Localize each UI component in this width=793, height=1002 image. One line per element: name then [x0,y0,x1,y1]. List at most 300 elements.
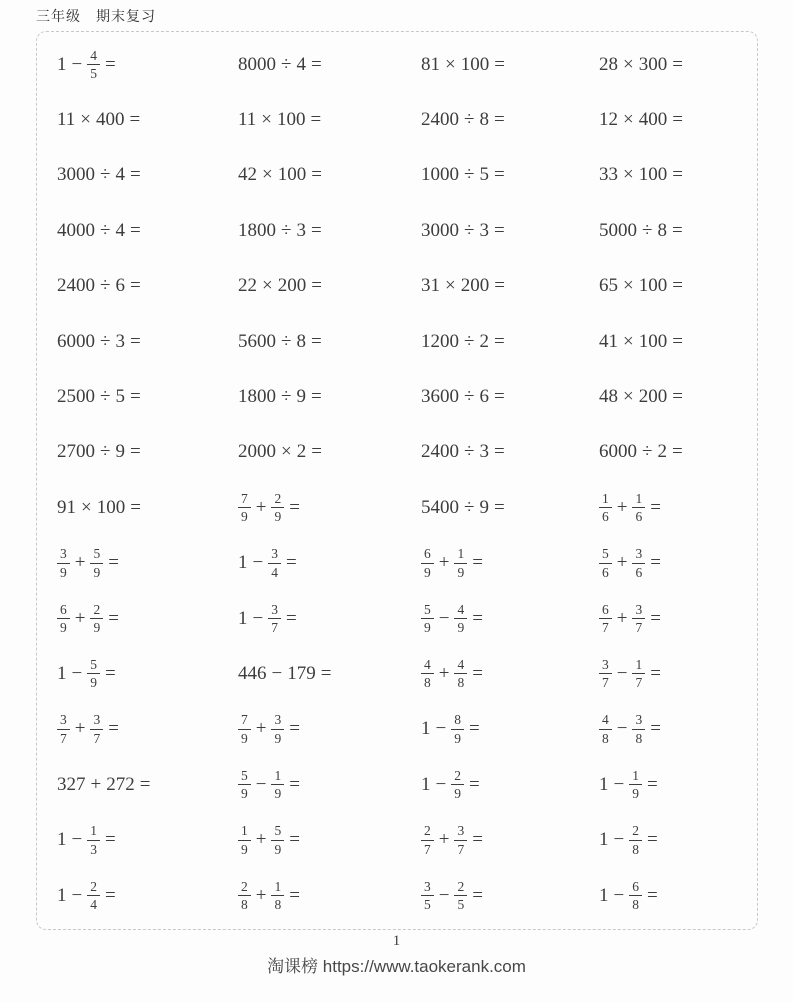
math-token: 2400 [421,109,459,131]
problem-cell [57,591,238,646]
math-token: = [289,829,300,851]
math-token: 100 [638,164,668,186]
problem-cell [421,812,599,867]
problem-cell [421,259,599,314]
math-token: = [108,552,119,574]
problem-cell [599,37,757,92]
problem-cell [57,480,238,535]
problem-cell [421,646,599,701]
math-token: 65 [599,275,618,297]
math-token: − [271,662,283,684]
math-token: 11 [57,109,76,131]
math-token: 5 [115,386,125,408]
math-token: 48 [599,386,618,408]
fraction: $\frac{6}{7}$ [599,602,612,636]
fraction: $\frac{1}{9}$ [271,768,284,802]
math-token: + [74,718,86,740]
math-token: 100 [277,164,307,186]
math-token: 100 [638,275,668,297]
math-token: 1 [421,773,431,795]
math-token: = [493,386,505,408]
problem-cell [599,259,757,314]
math-token: 9 [296,386,306,408]
math-token: = [289,773,300,795]
math-token: × [261,109,273,131]
fraction: $\frac{1}{9}$ [454,546,467,580]
math-token: 179 [287,662,316,684]
problem-cell [57,92,238,147]
math-token: = [108,607,119,629]
math-token: − [616,718,628,740]
fraction: $\frac{5}{6}$ [599,546,612,580]
problem-cell [599,812,757,867]
math-token: 1 [599,773,609,795]
math-token: 4 [296,53,306,75]
math-token: − [71,829,83,851]
fraction: $\frac{5}{9}$ [87,657,100,691]
problem-cell [599,702,757,757]
problem-cell [57,757,238,812]
math-token: 12 [599,109,618,131]
math-token: = [493,219,505,241]
math-token: 3000 [421,219,459,241]
math-token: = [104,53,116,75]
math-token: = [468,773,480,795]
math-token: − [435,718,447,740]
problem-cell [421,37,599,92]
math-token: 446 [238,662,267,684]
math-token: + [438,662,450,684]
fraction: $\frac{3}{7}$ [90,712,103,746]
math-token: ÷ [100,275,111,297]
problem-cell [238,203,421,258]
math-token: = [104,662,116,684]
math-token: = [671,441,683,463]
math-token: × [281,441,292,463]
math-token: = [310,219,322,241]
math-token: + [438,829,450,851]
math-token: = [468,718,480,740]
math-token: = [289,496,300,518]
problem-cell [421,480,599,535]
math-token: 41 [599,330,618,352]
math-token: − [438,884,450,906]
fraction: $\frac{5}{9}$ [238,768,251,802]
math-token: 81 [421,53,440,75]
math-token: × [623,275,634,297]
problem-cell [599,203,757,258]
math-token: = [650,552,661,574]
math-token: 5 [479,164,489,186]
math-token: 1 [599,884,609,906]
math-token: 3 [115,330,125,352]
math-token: ÷ [281,330,292,352]
math-token: = [650,496,661,518]
math-token: ÷ [464,386,475,408]
math-token: 2400 [421,441,459,463]
problem-cell [421,148,599,203]
problem-cell [421,314,599,369]
problem-cell [238,757,421,812]
math-token: 100 [96,496,126,518]
problem-cell [57,812,238,867]
problem-cell [57,37,238,92]
math-token: = [493,441,505,463]
fraction: $\frac{3}{7}$ [57,712,70,746]
math-token: 1800 [238,219,276,241]
fraction: $\frac{3}{7}$ [632,602,645,636]
math-token: 100 [638,330,668,352]
math-token: − [71,662,83,684]
math-token: = [672,275,683,297]
problem-cell [238,536,421,591]
math-token: 8 [657,219,667,241]
math-token: + [255,829,267,851]
math-token: ÷ [281,53,292,75]
math-token: − [71,884,83,906]
fraction: $\frac{1}{3}$ [87,823,100,857]
footer-credit: 淘课榜 https://www.taokerank.com [267,957,526,976]
fraction: $\frac{1}{7}$ [632,657,645,691]
fraction: $\frac{2}{9}$ [90,602,103,636]
fraction: $\frac{3}{8}$ [632,712,645,746]
math-token: = [494,275,505,297]
fraction: $\frac{6}{9}$ [421,546,434,580]
math-token: 1 [238,607,248,629]
fraction: $\frac{4}{8}$ [454,657,467,691]
fraction: $\frac{1}{9}$ [238,823,251,857]
math-token: = [129,164,141,186]
problem-cell [57,536,238,591]
worksheet-title: 三年级 期末复习 [36,10,156,25]
problem-cell [238,148,421,203]
math-token: = [472,607,483,629]
problem-cell [421,203,599,258]
math-token: × [262,275,273,297]
problem-cell [57,203,238,258]
problem-cell [599,591,757,646]
fraction: $\frac{4}{8}$ [599,712,612,746]
math-token: = [311,441,322,463]
math-token: 5400 [421,496,459,518]
math-token: 6 [479,386,489,408]
math-token: 1000 [421,164,459,186]
problem-cell [57,314,238,369]
fraction: $\frac{1}{6}$ [599,491,612,525]
math-token: 200 [277,275,307,297]
problem-cell [421,702,599,757]
math-token: 1 [57,53,67,75]
math-token: + [255,884,267,906]
math-token: ÷ [100,386,111,408]
math-token: = [108,718,119,740]
math-token: 6000 [599,441,637,463]
math-token: = [285,552,297,574]
math-token: ÷ [100,164,111,186]
problem-cell [599,148,757,203]
problem-cell [238,369,421,424]
math-token: = [104,884,116,906]
math-token: 28 [599,53,618,75]
math-token: − [252,607,264,629]
problem-cell [421,425,599,480]
fraction: $\frac{5}{9}$ [421,602,434,636]
math-token: 3000 [57,164,95,186]
math-token: 33 [599,164,618,186]
math-token: = [671,219,683,241]
math-token: 9 [115,441,125,463]
math-token: 1 [57,662,67,684]
problem-cell [238,37,421,92]
fraction: $\frac{5}{9}$ [90,546,103,580]
math-token: 300 [638,53,668,75]
math-token: + [616,496,628,518]
math-token: = [310,386,322,408]
fraction: $\frac{6}{8}$ [629,879,642,913]
fraction: $\frac{3}{7}$ [268,602,281,636]
worksheet-box [36,31,758,930]
math-token: 2 [657,441,667,463]
fraction: $\frac{2}{5}$ [454,879,467,913]
math-token: 3 [479,441,489,463]
math-token: 5600 [238,330,276,352]
math-token: 2400 [57,275,95,297]
fraction: $\frac{2}{4}$ [87,879,100,913]
fraction: $\frac{2}{8}$ [629,823,642,857]
fraction: $\frac{4}{8}$ [421,657,434,691]
math-token: + [438,552,450,574]
math-token: = [472,884,483,906]
problem-cell [57,425,238,480]
math-token: × [623,164,634,186]
problem-cell [57,259,238,314]
math-token: ÷ [464,109,475,131]
fraction: $\frac{3}{7}$ [454,823,467,857]
fraction: $\frac{4}{5}$ [87,48,100,82]
math-token: ÷ [281,386,292,408]
math-token: 5000 [599,219,637,241]
math-token: 1 [57,884,67,906]
math-token: × [81,496,92,518]
math-token: × [262,164,273,186]
fraction: $\frac{6}{9}$ [57,602,70,636]
problem-cell [238,646,421,701]
math-token: 42 [238,164,257,186]
math-token: × [623,330,634,352]
math-token: − [255,773,267,795]
math-token: 2700 [57,441,95,463]
fraction: $\frac{3}{7}$ [599,657,612,691]
math-token: = [129,386,141,408]
math-token: = [104,829,116,851]
problem-cell [238,314,421,369]
math-token: 2000 [238,441,276,463]
math-token: − [613,829,625,851]
page-number: 1 [392,933,401,949]
problem-cell [238,259,421,314]
problem-cell [599,646,757,701]
problem-cell [599,757,757,812]
math-token: 8000 [238,53,276,75]
fraction: $\frac{7}{9}$ [238,491,251,525]
math-token: − [438,607,450,629]
math-token: × [623,109,634,131]
math-token: − [613,884,625,906]
math-token: = [289,718,300,740]
math-token: 272 [106,773,135,795]
fraction: $\frac{3}{5}$ [421,879,434,913]
math-token: = [129,109,141,131]
problem-cell [421,591,599,646]
math-token: = [289,884,300,906]
math-token: = [493,109,505,131]
math-token: ÷ [100,330,111,352]
math-token: 100 [460,53,490,75]
problems-grid [37,32,757,923]
math-token: 11 [238,109,257,131]
problem-cell [421,868,599,923]
problem-cell [421,92,599,147]
problem-cell [599,868,757,923]
problem-cell [238,868,421,923]
math-token: 400 [638,109,668,131]
math-token: 8 [296,330,306,352]
math-token: 2500 [57,386,95,408]
math-token: 1 [421,718,431,740]
math-token: ÷ [100,219,111,241]
math-token: = [129,330,141,352]
math-token: = [493,164,505,186]
math-token: − [613,773,625,795]
math-token: = [130,496,141,518]
math-token: 3 [296,219,306,241]
fraction: $\frac{2}{9}$ [271,491,284,525]
math-token: 4 [115,219,125,241]
math-token: = [672,164,683,186]
problem-cell [599,480,757,535]
math-token: 327 [57,773,86,795]
math-token: 1800 [238,386,276,408]
math-token: = [285,607,297,629]
math-token: 4000 [57,219,95,241]
math-token: = [139,773,151,795]
math-token: + [255,496,267,518]
math-token: = [311,275,322,297]
math-token: = [650,662,661,684]
math-token: × [80,109,92,131]
math-token: + [255,718,267,740]
problem-cell [238,591,421,646]
math-token: − [252,552,264,574]
math-token: 3600 [421,386,459,408]
math-token: ÷ [464,441,475,463]
math-token: 200 [638,386,668,408]
math-token: = [472,829,483,851]
math-token: = [493,330,505,352]
math-token: ÷ [642,219,653,241]
math-token: = [129,219,141,241]
math-token: = [310,109,322,131]
math-token: = [672,109,683,131]
fraction: $\frac{1}{8}$ [271,879,284,913]
problem-cell [599,92,757,147]
math-token: 100 [277,109,306,131]
math-token: = [494,53,505,75]
math-token: 22 [238,275,257,297]
math-token: × [623,53,634,75]
math-token: 9 [479,496,489,518]
problem-cell [599,425,757,480]
problem-cell [238,702,421,757]
math-token: ÷ [464,219,475,241]
math-token: = [129,441,141,463]
fraction: $\frac{1}{9}$ [629,768,642,802]
problem-cell [421,757,599,812]
math-token: 6 [115,275,125,297]
math-token: 3 [479,219,489,241]
math-token: − [71,53,83,75]
math-token: = [650,607,661,629]
problem-cell [238,480,421,535]
math-token: × [445,275,456,297]
fraction: $\frac{3}{4}$ [268,546,281,580]
math-token: 1 [57,829,67,851]
math-token: = [472,662,483,684]
math-token: ÷ [464,496,475,518]
math-token: × [445,53,456,75]
math-token: = [672,53,683,75]
problem-cell [57,646,238,701]
math-token: − [616,662,628,684]
problem-cell [421,369,599,424]
problem-cell [238,92,421,147]
math-token: = [646,829,658,851]
math-token: = [646,884,658,906]
math-token: 2 [296,441,307,463]
problem-cell [57,702,238,757]
fraction: $\frac{2}{9}$ [451,768,464,802]
math-token: 400 [96,109,125,131]
fraction: $\frac{4}{9}$ [454,602,467,636]
math-token: + [90,773,102,795]
problem-cell [599,314,757,369]
fraction: $\frac{1}{6}$ [632,491,645,525]
fraction: $\frac{3}{6}$ [632,546,645,580]
math-token: = [310,330,322,352]
problem-cell [57,369,238,424]
math-token: ÷ [464,330,475,352]
math-token: − [435,773,447,795]
problem-cell [599,536,757,591]
math-token: 1 [238,552,248,574]
math-token: + [74,552,86,574]
math-token: 1 [599,829,609,851]
math-token: = [672,386,683,408]
math-token: ÷ [100,441,111,463]
math-token: 200 [460,275,490,297]
fraction: $\frac{2}{8}$ [238,879,251,913]
math-token: 2 [479,330,489,352]
math-token: + [616,552,628,574]
math-token: ÷ [281,219,292,241]
math-token: 91 [57,496,76,518]
math-token: ÷ [642,441,653,463]
fraction: $\frac{3}{9}$ [57,546,70,580]
math-token: = [311,164,322,186]
problem-cell [57,148,238,203]
math-token: = [672,330,683,352]
math-token: 8 [479,109,489,131]
